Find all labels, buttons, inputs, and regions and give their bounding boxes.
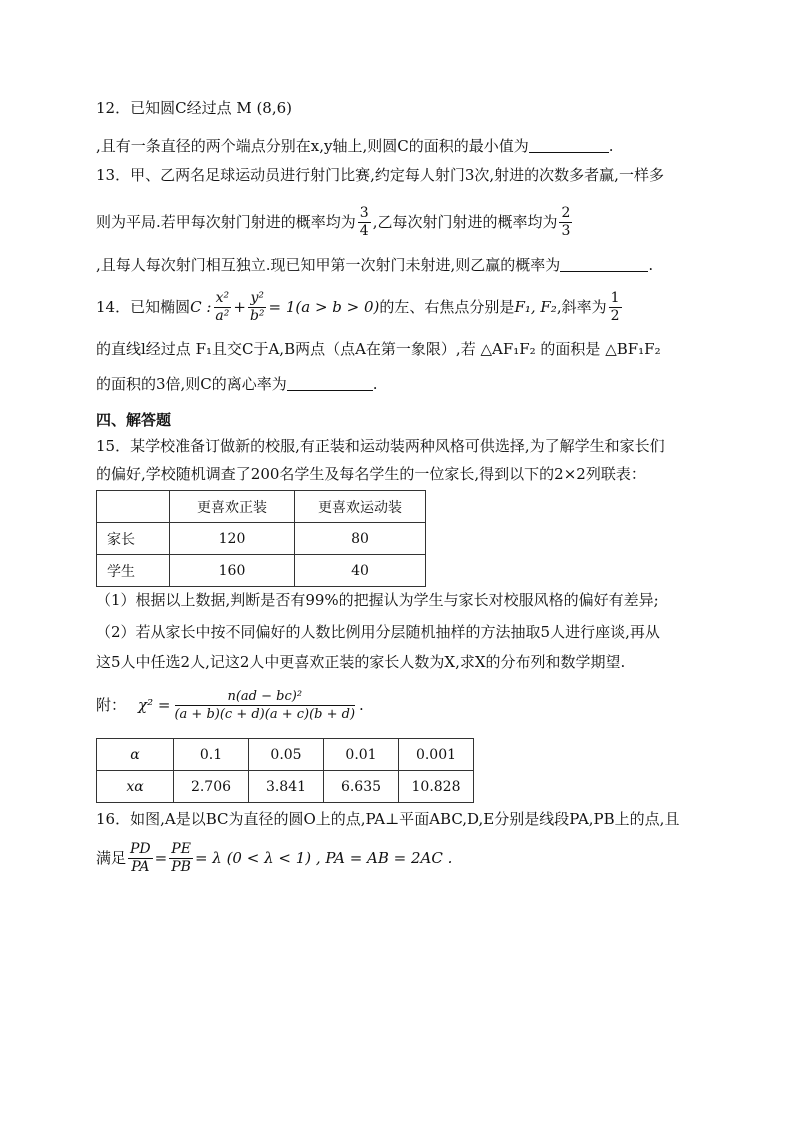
q14-line2: 的直线l经过点 F₁且交C于A,B两点（点A在第一象限）,若 △AF₁F₂ 的面积是 △BF₁F₂	[96, 340, 661, 358]
equals: =	[154, 849, 168, 867]
table-cell: 160	[170, 555, 295, 587]
answer-blank	[287, 376, 373, 391]
table-cell: α	[97, 739, 174, 771]
frac-den: PA	[131, 858, 150, 875]
q14-text-b: 的左、右焦点分别是	[379, 298, 515, 316]
table-cell: 0.1	[174, 739, 249, 771]
frac-den: 4	[359, 222, 369, 239]
fraction	[559, 205, 572, 240]
q14-text-d: 的面积的3倍,则C的离心率为	[96, 375, 287, 393]
table-header: 更喜欢运动装	[295, 491, 426, 523]
q16-text-a: 满足	[96, 849, 127, 867]
answer-blank	[529, 138, 609, 153]
q14-end: .	[372, 375, 378, 393]
table-row	[97, 523, 426, 555]
frac-den: 3	[561, 222, 571, 239]
q13-text-c: ,且每人每次射门相互独立.现已知甲第一次射门未射进,则乙赢的概率为	[96, 256, 561, 274]
table-cell: 120	[170, 523, 295, 555]
frac-den: 2	[610, 307, 620, 324]
q13-text-b: ,乙每次射门射进的概率均为	[372, 213, 558, 231]
q14-text-c: ,斜率为	[556, 298, 607, 316]
q13-end: .	[648, 256, 654, 274]
frac-den: (a + b)(c + d)(a + c)(b + d)	[174, 706, 356, 722]
q13-line2	[96, 200, 574, 244]
q14-line3	[96, 374, 378, 394]
table-cell: 0.01	[324, 739, 399, 771]
q15-line1: 15．某学校准备订做新的校服,有正装和运动装两种风格可供选择,为了解学生和家长们	[96, 437, 665, 455]
foci-label: F₁, F₂	[514, 298, 557, 316]
table-cell: 80	[295, 523, 426, 555]
table-row	[97, 771, 474, 803]
table-cell: 40	[295, 555, 426, 587]
q13-line1: 13．甲、乙两名足球运动员进行射门比赛,约定每人射门3次,射进的次数多者赢,一样多	[96, 166, 664, 184]
contingency-table	[96, 490, 426, 587]
chi-lhs: χ² =	[138, 696, 171, 714]
table-cell: 6.635	[324, 771, 399, 803]
q12-end: .	[608, 137, 614, 155]
frac-num: 2	[561, 204, 571, 221]
fraction	[169, 841, 193, 876]
table-header-row	[97, 491, 426, 523]
fraction	[128, 841, 153, 876]
q14-text-a: 14．已知椭圆	[96, 298, 191, 316]
table-cell: 10.828	[399, 771, 474, 803]
section-heading: 四、解答题	[96, 411, 172, 429]
q16-line2	[96, 836, 452, 880]
q13-text-a: 则为平局.若甲每次射门射进的概率均为	[96, 213, 356, 231]
frac-den: b²	[249, 307, 265, 324]
q13-line3	[96, 255, 653, 275]
critical-value-table	[96, 738, 474, 803]
fraction	[609, 290, 622, 325]
q15-part1: （1）根据以上数据,判断是否有99%的把握认为学生与家长对校服风格的偏好有差异;	[96, 591, 659, 609]
table-cell: xα	[97, 771, 174, 803]
frac-num: 1	[610, 289, 620, 306]
fraction	[358, 205, 371, 240]
frac-den: PB	[171, 858, 191, 875]
table-row	[97, 555, 426, 587]
frac-num: 3	[359, 204, 369, 221]
ellipse-label: C :	[190, 298, 212, 316]
frac-num: x²	[215, 289, 230, 306]
q15-line2: 的偏好,学校随机调查了200名学生及每名学生的一位家长,得到以下的2×2列联表：	[96, 465, 646, 483]
appendix-label: 附：	[96, 696, 127, 714]
q15-part2b: 这5人中任选2人,记这2人中更喜欢正装的家长人数为X,求X的分布列和数学期望.	[96, 653, 626, 671]
q12-line2	[96, 136, 614, 156]
q15-part2a: （2）若从家长中按不同偏好的人数比例用分层随机抽样的方法抽取5人进行座谈,再从	[96, 623, 660, 641]
q16-text-b: = λ (0 < λ < 1) , PA = AB = 2AC .	[194, 849, 453, 867]
table-cell: 学生	[97, 555, 170, 587]
ellipse-equation: = 1(a > b > 0)	[268, 298, 380, 316]
table-cell: 3.841	[249, 771, 324, 803]
q14-line1: 14．已知椭圆 C : $\frac{\text{x²}}{\text{a²}}$ + $\frac{\text{y²}}{\text{b²}}$ = 1(a > b > 0) 的左、右焦点分别是 F₁, F₂ ,斜率为 $\frac{1}{2}$	[96, 289, 620, 324]
chi-square-formula	[96, 683, 364, 727]
table-cell	[97, 491, 170, 523]
frac-num: PE	[171, 840, 191, 857]
table-cell: 0.001	[399, 739, 474, 771]
frac-num: n(ad − bc)²	[175, 688, 355, 706]
table-cell: 0.05	[249, 739, 324, 771]
q12-text: ,且有一条直径的两个端点分别在x,y轴上,则圆C的面积的最小值为	[96, 137, 529, 155]
table-cell: 家长	[97, 523, 170, 555]
frac-den: a²	[215, 307, 230, 324]
fraction	[213, 290, 231, 325]
q16-line1: 16．如图,A是以BC为直径的圆O上的点,PA⊥平面ABC,D,E分别是线段PA,PB上的点,且	[96, 810, 680, 828]
frac-num: y²	[250, 289, 264, 306]
fraction	[248, 290, 267, 325]
table-cell: 2.706	[174, 771, 249, 803]
frac-num: PD	[130, 840, 151, 857]
answer-blank	[560, 257, 648, 272]
table-header: 更喜欢正装	[170, 491, 295, 523]
table-row	[97, 739, 474, 771]
q12-line1: 12．已知圆C经过点 M (8,6)	[96, 99, 293, 117]
chi-end: .	[359, 696, 364, 714]
fraction	[172, 688, 357, 723]
